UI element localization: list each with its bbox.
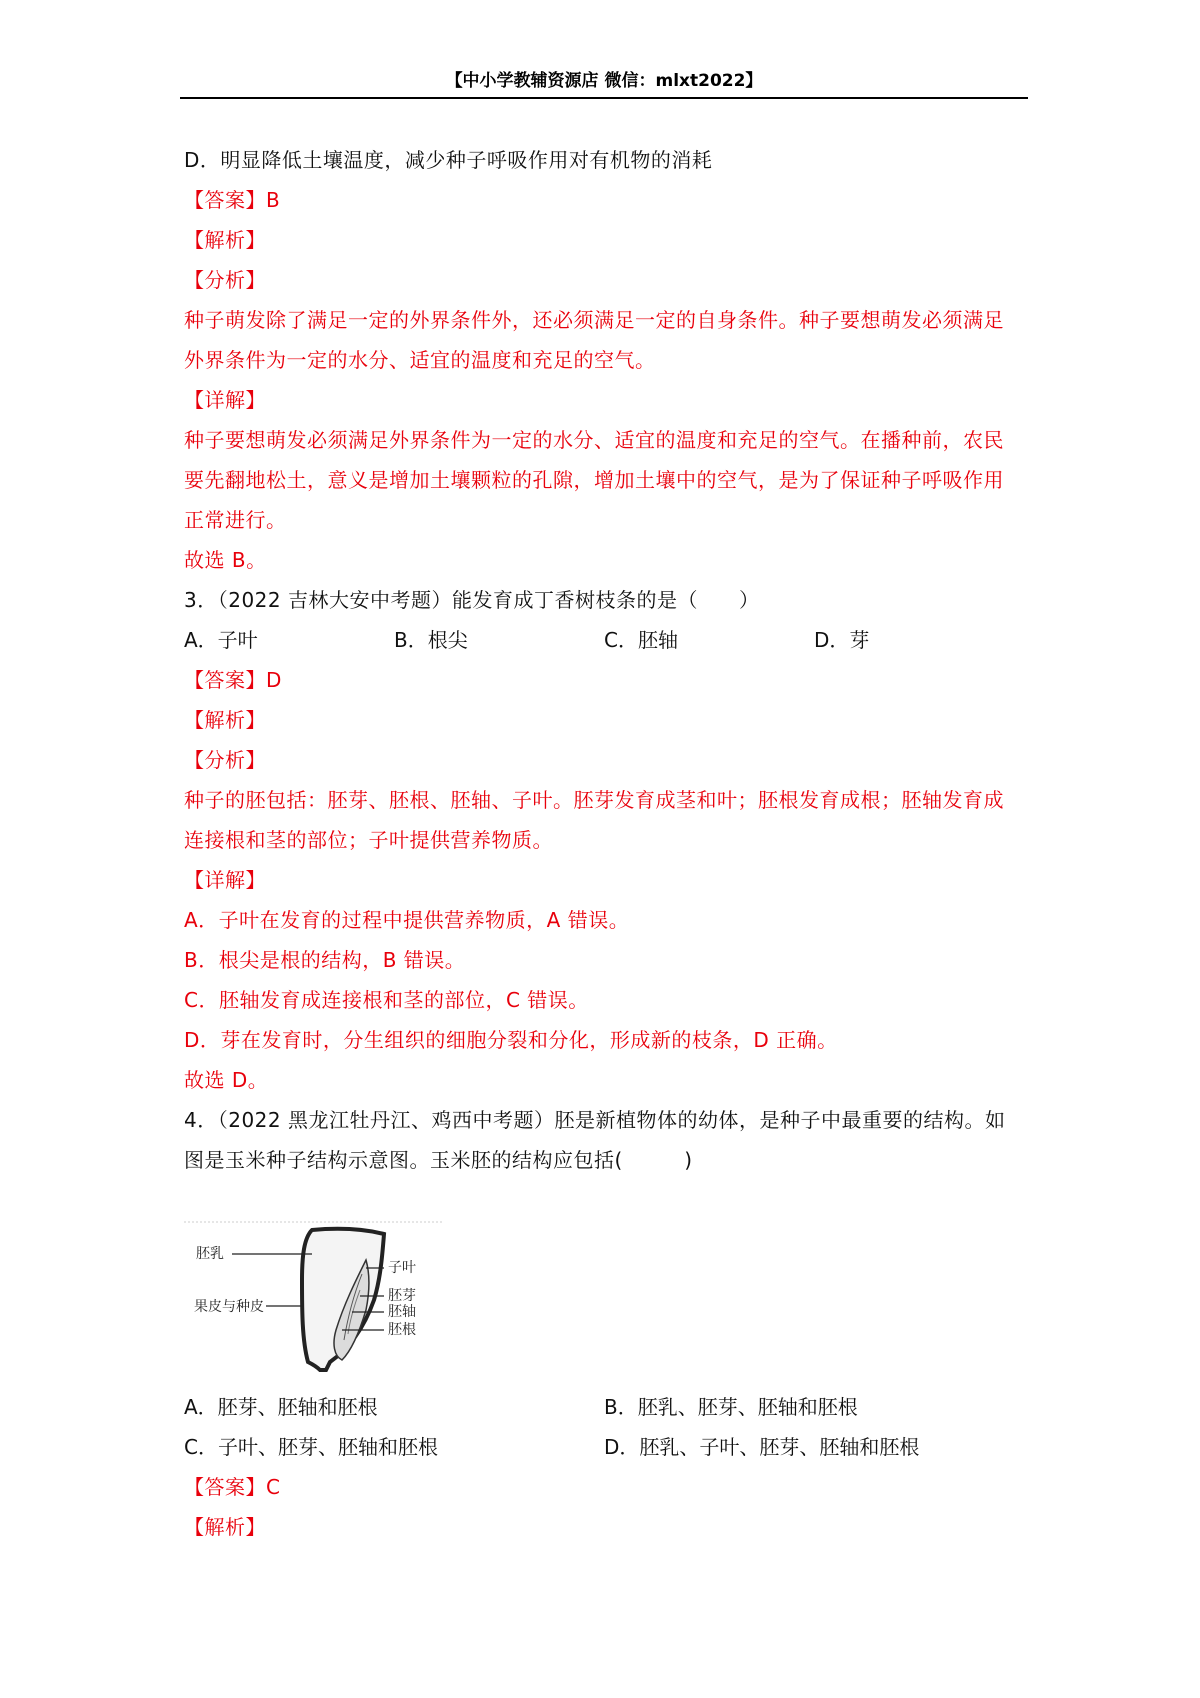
- q3-conclusion: 故选 D。: [184, 1068, 269, 1092]
- q2-option-d: D．明显降低土壤温度，减少种子呼吸作用对有机物的消耗: [184, 148, 713, 172]
- label-pericarp: 果皮与种皮: [194, 1299, 264, 1315]
- q3-option-b: B．根尖: [394, 628, 468, 652]
- q4-answer: 【答案】C: [184, 1475, 281, 1499]
- q4-stem-line: 4．（2022 黑龙江牡丹江、鸡西中考题）胚是新植物体的幼体，是种子中最重要的结构。如: [184, 1108, 1006, 1132]
- q3-xiangjie-line: C．胚轴发育成连接根和茎的部位，C 错误。: [184, 988, 589, 1012]
- label-plumule: 胚芽: [388, 1288, 416, 1304]
- q2-xiangjie-line: 正常进行。: [184, 508, 287, 532]
- label-radicle: 胚根: [388, 1322, 416, 1338]
- q3-option-c: C．胚轴: [604, 628, 678, 652]
- q2-fenxi-heading: 【分析】: [184, 268, 266, 292]
- q4-option-a: A．胚芽、胚轴和胚根: [184, 1395, 378, 1419]
- page-header: 【中小学教辅资源店 微信：mlxt2022】: [445, 71, 763, 91]
- q2-xiangjie-heading: 【详解】: [184, 388, 266, 412]
- q2-xiangjie-line: 种子要想萌发必须满足外界条件为一定的水分、适宜的温度和充足的空气。在播种前，农民: [184, 428, 1004, 452]
- q3-fenxi-line: 连接根和茎的部位；子叶提供营养物质。: [184, 828, 553, 852]
- q4-option-d: D．胚乳、子叶、胚芽、胚轴和胚根: [604, 1435, 920, 1459]
- q3-stem: 3．（2022 吉林大安中考题）能发育成丁香树枝条的是（ ）: [184, 588, 760, 612]
- corn-seed-structure-diagram: [184, 1220, 442, 1378]
- q3-fenxi-line: 种子的胚包括：胚芽、胚根、胚轴、子叶。胚芽发育成茎和叶；胚根发育成根；胚轴发育成: [184, 788, 1004, 812]
- q2-fenxi-line: 外界条件为一定的水分、适宜的温度和充足的空气。: [184, 348, 656, 372]
- label-hypocotyl: 胚轴: [388, 1304, 416, 1320]
- q3-option-a: A．子叶: [184, 628, 258, 652]
- q3-option-d: D．芽: [814, 628, 870, 652]
- q3-xiangjie-heading: 【详解】: [184, 868, 266, 892]
- q2-fenxi-line: 种子萌发除了满足一定的外界条件外，还必须满足一定的自身条件。种子要想萌发必须满足: [184, 308, 1004, 332]
- q4-option-c: C．子叶、胚芽、胚轴和胚根: [184, 1435, 438, 1459]
- label-cotyledon: 子叶: [388, 1260, 416, 1276]
- q3-xiangjie-line: D．芽在发育时，分生组织的细胞分裂和分化，形成新的枝条，D 正确。: [184, 1028, 838, 1052]
- q4-stem-line: 图是玉米种子结构示意图。玉米胚的结构应包括( ): [184, 1148, 693, 1172]
- q3-answer: 【答案】D: [184, 668, 282, 692]
- q2-answer: 【答案】B: [184, 188, 281, 212]
- q4-jiexi-heading: 【解析】: [184, 1515, 266, 1539]
- header-divider: [180, 97, 1028, 99]
- q4-option-b: B．胚乳、胚芽、胚轴和胚根: [604, 1395, 858, 1419]
- q2-jiexi-heading: 【解析】: [184, 228, 266, 252]
- q3-jiexi-heading: 【解析】: [184, 708, 266, 732]
- q3-xiangjie-line: B．根尖是根的结构，B 错误。: [184, 948, 466, 972]
- q3-xiangjie-line: A．子叶在发育的过程中提供营养物质，A 错误。: [184, 908, 630, 932]
- q2-conclusion: 故选 B。: [184, 548, 267, 572]
- label-endosperm: 胚乳: [196, 1246, 224, 1262]
- q3-fenxi-heading: 【分析】: [184, 748, 266, 772]
- q2-xiangjie-line: 要先翻地松土，意义是增加土壤颗粒的孔隙，增加土壤中的空气，是为了保证种子呼吸作用: [184, 468, 1004, 492]
